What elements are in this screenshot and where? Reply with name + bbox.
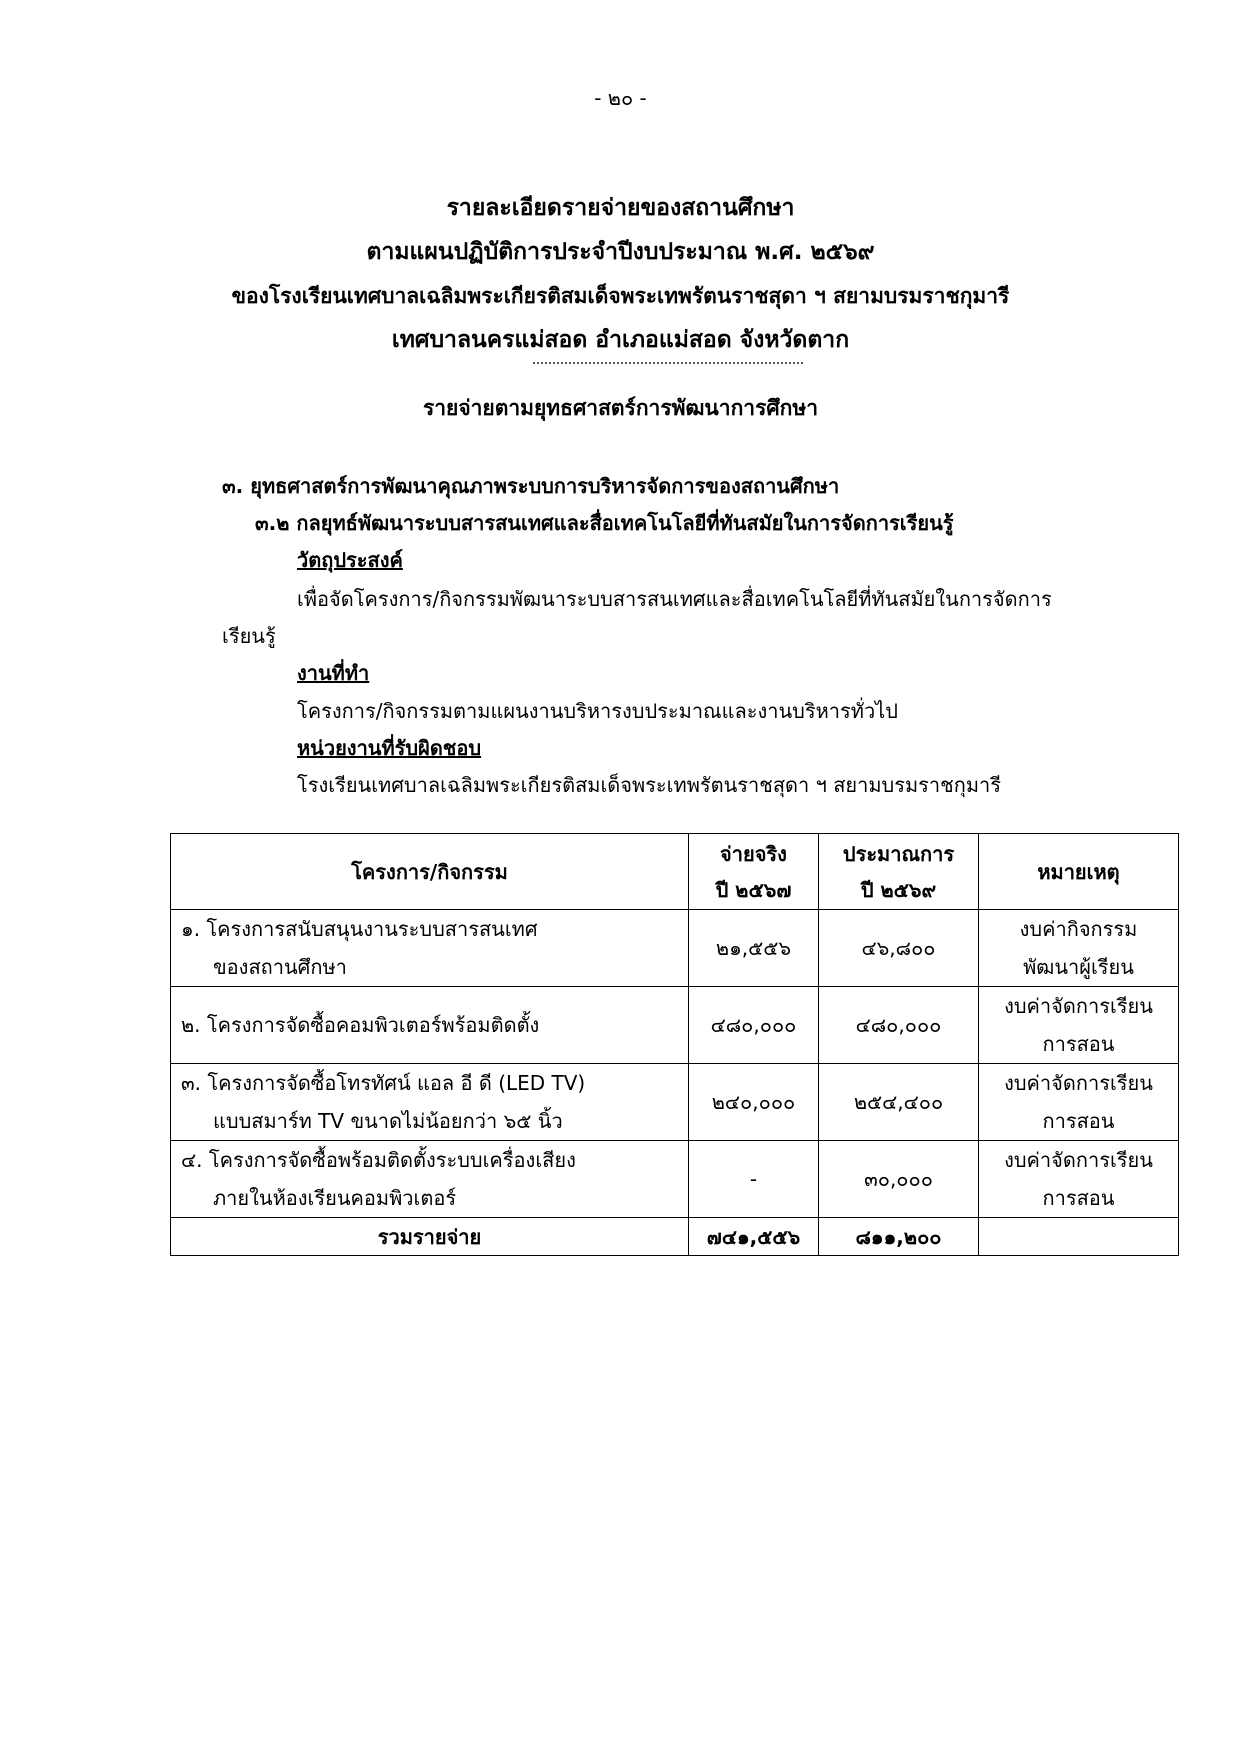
budget-table bbox=[170, 833, 1179, 1256]
actual-cell: ๒๑,๕๕๖ bbox=[689, 910, 819, 987]
note-cell bbox=[979, 1141, 1179, 1218]
total-note bbox=[979, 1218, 1179, 1256]
document-title bbox=[0, 186, 1241, 362]
header-actual bbox=[689, 834, 819, 910]
dotted-divider bbox=[533, 362, 803, 364]
header-note: หมายเหตุ bbox=[979, 834, 1179, 910]
note-line-1: งบค่าจัดการเรียน bbox=[1004, 1148, 1153, 1172]
work-heading: งานที่ทำ bbox=[297, 661, 370, 685]
objective-heading: วัตถุประสงค์ bbox=[297, 548, 403, 572]
project-cell bbox=[171, 987, 689, 1064]
actual-cell: - bbox=[689, 1141, 819, 1218]
estimate-cell: ๔๖,๘๐๐ bbox=[819, 910, 979, 987]
header-actual-label: จ่ายจริง bbox=[720, 841, 787, 866]
note-line-2: การสอน bbox=[1042, 1186, 1115, 1210]
responsible-text: โรงเรียนเทศบาลเฉลิมพระเกียรติสมเด็จพระเทพรัตนราชสุดา ฯ สยามบรมราชกุมารี bbox=[297, 773, 1001, 797]
header-estimate bbox=[819, 834, 979, 910]
objective-text-line-1: เพื่อจัดโครงการ/กิจกรรมพัฒนาระบบสารสนเทศและสื่อเทคโนโลยีที่ทันสมัยในการจัดการ bbox=[297, 587, 1052, 611]
project-line-1: ๒. โครงการจัดซื้อคอมพิวเตอร์พร้อมติดตั้ง bbox=[181, 1013, 540, 1037]
note-cell bbox=[979, 987, 1179, 1064]
header-project: โครงการ/กิจกรรม bbox=[171, 834, 689, 910]
objective-text-line-2: เรียนรู้ bbox=[222, 624, 276, 648]
project-line-1: ๓. โครงการจัดซื้อโทรทัศน์ แอล อี ดี (LED TV) bbox=[181, 1071, 586, 1095]
project-line-1: ๔. โครงการจัดซื้อพร้อมติดตั้งระบบเครื่องเสียง bbox=[181, 1148, 576, 1172]
estimate-cell: ๓๐,๐๐๐ bbox=[819, 1141, 979, 1218]
total-label: รวมรายจ่าย bbox=[171, 1218, 689, 1256]
header-actual-year: ปี ๒๕๖๗ bbox=[715, 877, 792, 902]
project-line-2: แบบสมาร์ท TV ขนาดไม่น้อยกว่า ๖๕ นิ้ว bbox=[213, 1109, 563, 1133]
project-line-2: ภายในห้องเรียนคอมพิวเตอร์ bbox=[213, 1186, 457, 1210]
note-line-2: พัฒนาผู้เรียน bbox=[1023, 955, 1134, 979]
title-line-4: เทศบาลนครแม่สอด อำเภอแม่สอด จังหวัดตาก bbox=[391, 327, 850, 353]
total-estimate: ๘๑๑,๒๐๐ bbox=[819, 1218, 979, 1256]
responsible-heading: หน่วยงานที่รับผิดชอบ bbox=[297, 736, 482, 760]
total-actual: ๗๔๑,๕๕๖ bbox=[689, 1218, 819, 1256]
actual-cell: ๒๔๐,๐๐๐ bbox=[689, 1064, 819, 1141]
estimate-cell: ๒๕๔,๔๐๐ bbox=[819, 1064, 979, 1141]
sub-strategy-heading: ๓.๒ กลยุทธ์พัฒนาระบบสารสนเทศและสื่อเทคโนโลยีที่ทันสมัยในการจัดการเรียนรู้ bbox=[255, 511, 954, 535]
table-row bbox=[171, 1064, 1179, 1141]
project-line-1: ๑. โครงการสนับสนุนงานระบบสารสนเทศ bbox=[181, 917, 538, 941]
header-estimate-label: ประมาณการ bbox=[842, 841, 955, 866]
title-line-1: รายละเอียดรายจ่ายของสถานศึกษา bbox=[446, 195, 795, 221]
table-row bbox=[171, 1141, 1179, 1218]
project-cell bbox=[171, 910, 689, 987]
total-row bbox=[171, 1218, 1179, 1256]
work-text: โครงการ/กิจกรรมตามแผนงานบริหารงบประมาณและงานบริหารทั่วไป bbox=[297, 699, 898, 723]
page-number: - ๒๐ - bbox=[594, 86, 647, 110]
project-cell bbox=[171, 1141, 689, 1218]
note-line-2: การสอน bbox=[1042, 1032, 1115, 1056]
title-line-3: ของโรงเรียนเทศบาลเฉลิมพระเกียรติสมเด็จพระเทพรัตนราชสุดา ฯ สยามบรมราชกุมารี bbox=[231, 284, 1010, 308]
note-line-1: งบค่าจัดการเรียน bbox=[1004, 994, 1153, 1018]
table-header-row bbox=[171, 834, 1179, 910]
note-cell bbox=[979, 1064, 1179, 1141]
subheading: รายจ่ายตามยุทธศาสตร์การพัฒนาการศึกษา bbox=[422, 396, 819, 420]
table-row bbox=[171, 987, 1179, 1064]
header-estimate-year: ปี ๒๕๖๙ bbox=[860, 877, 937, 902]
note-line-1: งบค่ากิจกรรม bbox=[1019, 917, 1138, 941]
strategy-heading: ๓. ยุทธศาสตร์การพัฒนาคุณภาพระบบการบริหารจัดการของสถานศึกษา bbox=[222, 474, 840, 498]
project-line-2: ของสถานศึกษา bbox=[213, 955, 347, 979]
estimate-cell: ๔๘๐,๐๐๐ bbox=[819, 987, 979, 1064]
actual-cell: ๔๘๐,๐๐๐ bbox=[689, 987, 819, 1064]
note-line-1: งบค่าจัดการเรียน bbox=[1004, 1071, 1153, 1095]
title-line-2: ตามแผนปฏิบัติการประจำปีงบประมาณ พ.ศ. ๒๕๖๙ bbox=[366, 239, 875, 265]
project-cell bbox=[171, 1064, 689, 1141]
note-cell bbox=[979, 910, 1179, 987]
table-row bbox=[171, 910, 1179, 987]
note-line-2: การสอน bbox=[1042, 1109, 1115, 1133]
